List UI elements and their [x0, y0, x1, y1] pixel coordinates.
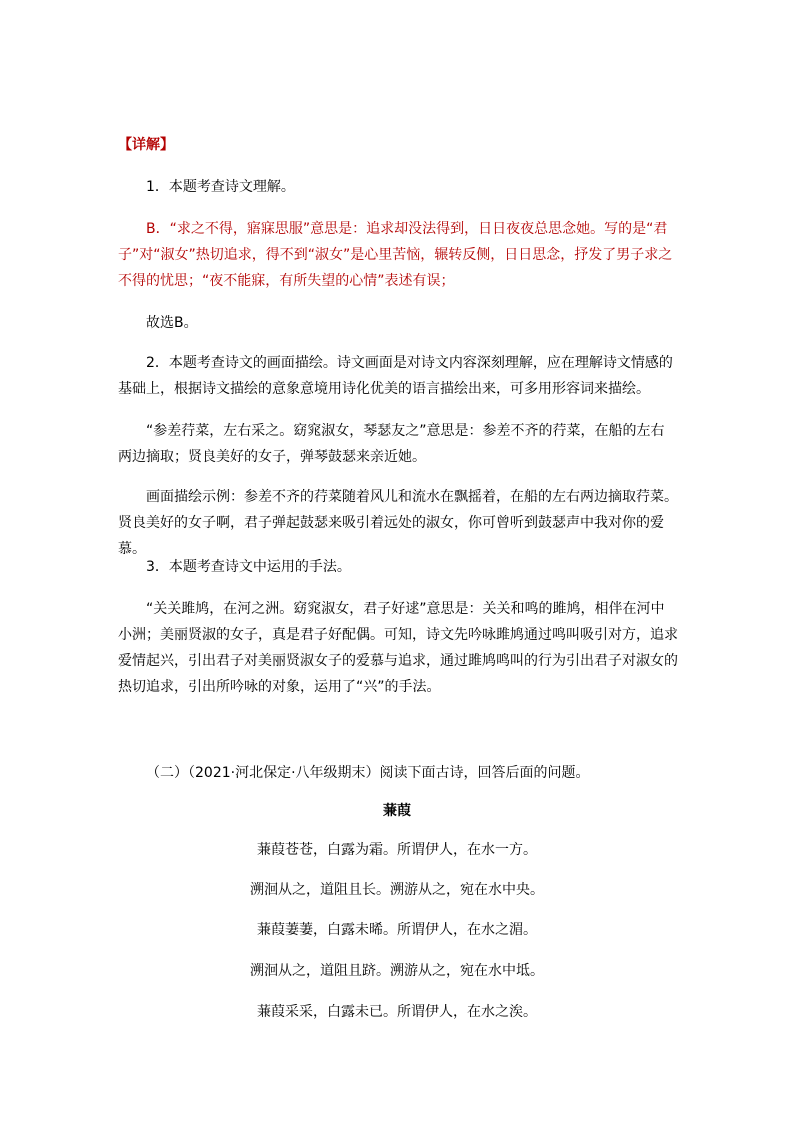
poem-line: 蒹葭苍苍，白露为霜。所谓伊人，在水一方。 [257, 842, 537, 858]
q2-example: 画面描绘示例：参差不齐的荇菜随着风儿和流水在飘摇着，在船的左右两边摘取荇菜。贤良美好的女子啊，君子弹起鼓瑟来吸引着远处的淑女，你可曾听到鼓瑟声中我对你的爱慕。 [118, 489, 678, 557]
poem-title: 蒹葭 [383, 803, 411, 819]
explanation-heading: 【详解】 [118, 137, 174, 153]
poem-line: 溯洄从之，道阻且长。溯游从之，宛在水中央。 [250, 882, 544, 898]
poem-line: 蒹葭采采，白露未已。所谓伊人，在水之涘。 [257, 1004, 537, 1020]
q3-text: “关关雎鸠，在河之洲。窈窕淑女，君子好逑”意思是：关关和鸣的雎鸠，相伴在河中小洲；美丽贤淑的女子，真是君子好配偶。可知，诗文先吟咏雎鸠通过鸣叫吸引对方，追求爱情起兴，引出君子对美丽贤淑女子的爱慕与追求，通过雎鸠鸣叫的行为引出君子对淑女的热切追求，引出所吟咏的对象，运用了“兴”的手法。 [118, 601, 678, 695]
q1-title: 1．本题考查诗文理解。 [146, 179, 295, 195]
q3-title: 3．本题考查诗文中运用的手法。 [146, 559, 351, 575]
q1-text: B．“求之不得，寤寐思服”意思是：追求却没法得到，日日夜夜总思念她。写的是“君子”对“淑女”热切追求，得不到“淑女”是心里苦恼，辗转反侧，日日思念，抒发了男子求之不得的忧思；“夜不能寐，有所失望的心情”表述有误； [118, 221, 673, 289]
poem-line: 蒹葭萋萋，白露未晞。所谓伊人，在水之湄。 [257, 922, 537, 938]
q2-title: 2．本题考查诗文的画面描绘。诗文画面是对诗文内容深刻理解，应在理解诗文情感的基础上，根据诗文描绘的意象意境用诗化优美的语言描绘出来，可多用形容词来描绘。 [118, 355, 673, 397]
section2-intro: （二）（2021·河北保定·八年级期末）阅读下面古诗，回答后面的问题。 [146, 765, 590, 781]
q2-text: “参差荇菜，左右采之。窈窕淑女，琴瑟友之”意思是：参差不齐的荇菜，在船的左右两边摘取；贤良美好的女子，弹琴鼓瑟来亲近她。 [118, 423, 665, 465]
poem-line: 溯洄从之，道阻且跻。溯游从之，宛在水中坻。 [250, 963, 544, 979]
q1-answer: 故选B。 [146, 315, 198, 331]
